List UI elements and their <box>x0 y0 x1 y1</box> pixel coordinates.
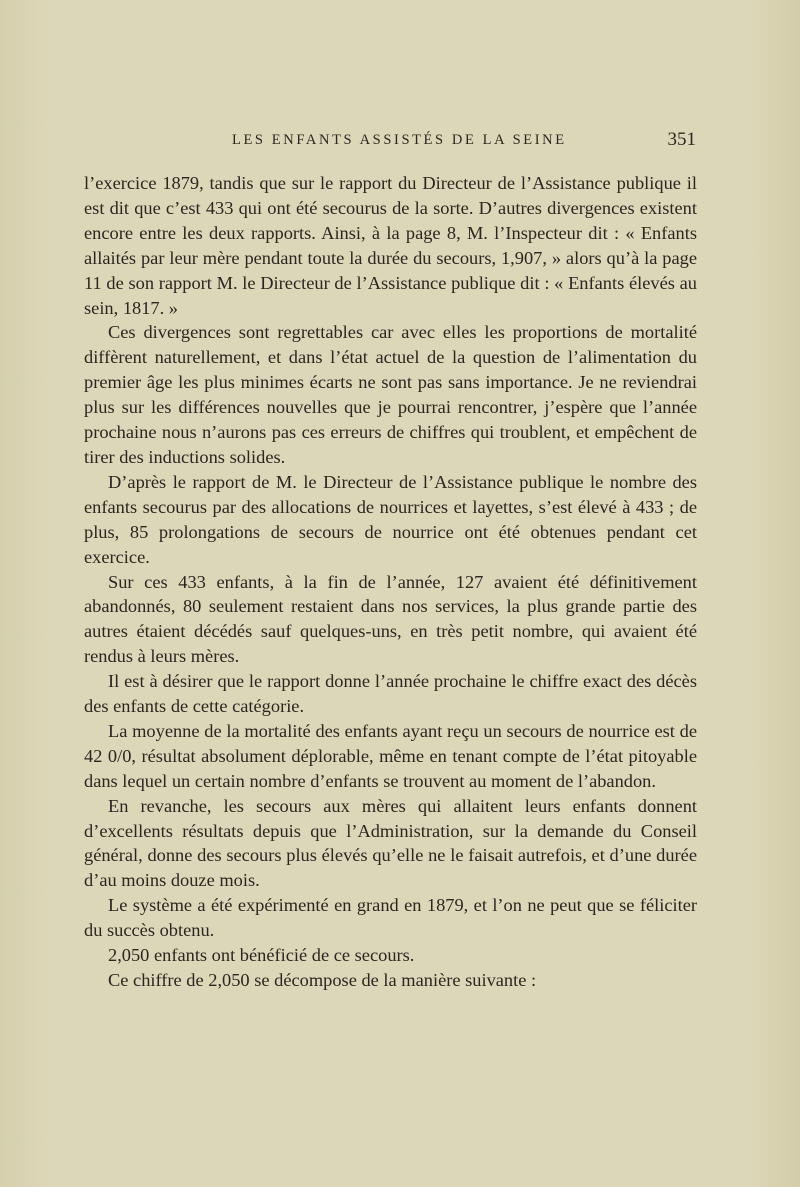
running-title: LES ENFANTS ASSISTÉS DE LA SEINE <box>232 132 567 148</box>
paragraph: Le système a été expérimenté en grand en 1879, et l’on ne peut que se féliciter du succès obtenu. <box>84 895 697 941</box>
paragraph: l’exercice 1879, tandis que sur le rapport du Directeur de l’Assistance publique il est dit que c’est 433 qui ont été secourus de la sorte. D’autres divergences existent encore entre les deux rapports. Ainsi, à la page 8, M. l’Inspecteur dit : « Enfants allaités par leur mère pendant toute la durée du secours, 1,907, » alors qu’à la page 11 de son rapport M. le Directeur de l’Assistance publique dit : « Enfants élevés au sein, 1817. » <box>84 173 697 318</box>
paragraph: Ce chiffre de 2,050 se décompose de la manière suivante : <box>108 970 537 990</box>
page-number: 351 <box>667 129 696 150</box>
page-header <box>84 129 696 156</box>
paragraph: La moyenne de la mortalité des enfants ayant reçu un secours de nourrice est de 42 0/0, résultat absolument déplorable, même en tenant compte de l’état pitoyable dans lequel un certain nombre d’enfants se trouvent au moment de l’abandon. <box>84 720 697 791</box>
paragraph: 2,050 enfants ont bénéficié de ce secours. <box>108 945 415 966</box>
paragraph: En revanche, les secours aux mères qui allaitent leurs enfants donnent d’excellents résultats depuis que l’Administration, sur la demande du Conseil général, donne des secours plus élevés qu’elle ne le faisait autrefois, et d’une durée d’au moins douze mois. <box>84 795 697 891</box>
paragraph: D’après le rapport de M. le Directeur de l’Assistance publique le nombre des enfants secourus par des allocations de nourrices et layettes, s’est élevé à 433 ; de plus, 85 prolongations de secours de nourrice ont été obtenues pendant cet exercice. <box>84 471 697 567</box>
body-text <box>84 171 697 993</box>
paragraph: Sur ces 433 enfants, à la fin de l’année, 127 avaient été définitivement abandonnés, 80 seulement restaient dans nos services, la plus grande partie des autres étaient décédés sauf quelques-uns, en très petit nombre, qui avaient été rendus à leurs mères. <box>84 571 697 667</box>
paragraph: Il est à désirer que le rapport donne l’année prochaine le chiffre exact des décès des enfants de cette catégorie. <box>84 671 697 717</box>
paragraph: Ces divergences sont regrettables car avec elles les proportions de mortalité diffèrent naturellement, et dans l’état actuel de la question de l’alimentation du premier âge les plus minimes écarts ne sont pas sans importance. Je ne reviendrai plus sur les différences nouvelles que je pourrai rencontrer, j’espère que l’année prochaine nous n’aurons pas ces erreurs de chiffres qui troublent, et empêchent de tirer des inductions solides. <box>84 322 697 467</box>
